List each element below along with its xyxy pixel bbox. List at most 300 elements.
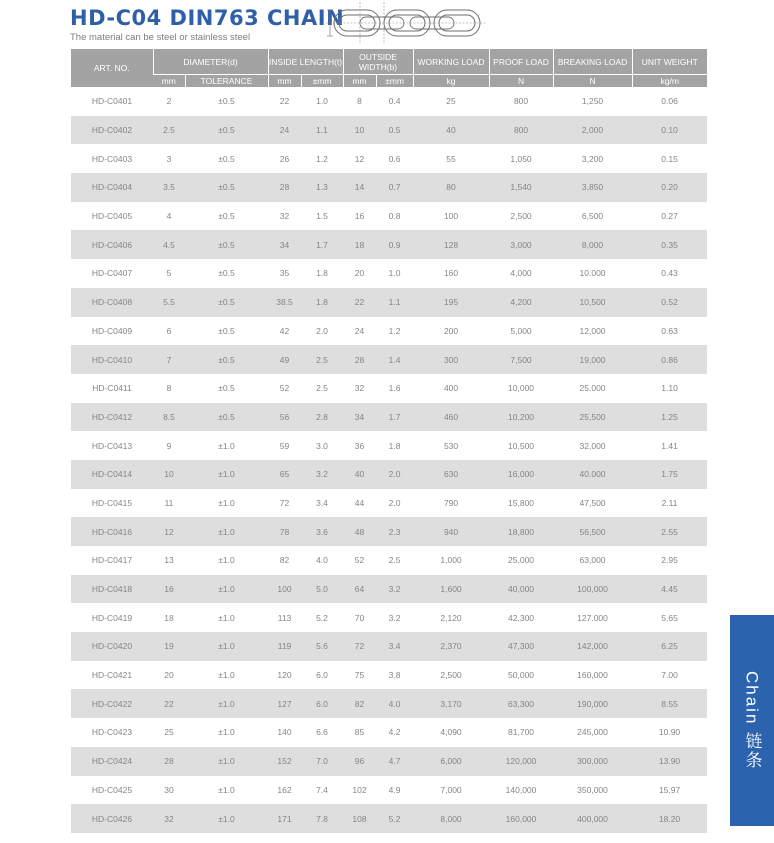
- cell-working-load: 128: [413, 230, 489, 259]
- cell-diameter-mm: 11: [164, 497, 174, 508]
- cell-working-load: 790: [443, 497, 459, 508]
- cell-diameter-mm: 20: [164, 670, 174, 681]
- cell-unit-weight: 18.20: [632, 804, 707, 833]
- cell-outside-width-mm: 34: [343, 403, 376, 432]
- table-row: [71, 804, 707, 833]
- cell-breaking-load: 10,500: [553, 288, 632, 317]
- cell-inside-length-tolerance: 6.0: [316, 670, 328, 681]
- cell-outside-width-mm: 8: [357, 96, 362, 107]
- cell-proof-load: 10,500: [508, 440, 535, 451]
- cell-unit-weight: 15.97: [658, 784, 681, 795]
- cell-diameter-tolerance: ±1.0: [185, 747, 268, 776]
- cell-breaking-load: 127.000: [577, 612, 608, 623]
- cell-inside-length-tolerance: 3.4: [316, 497, 328, 508]
- header-outside-width: OUTSIDE WIDTH(b): [343, 49, 413, 75]
- cell-proof-load: 3,000: [489, 230, 553, 259]
- cell-proof-load: 160,000: [489, 804, 553, 833]
- cell-outside-width-mm: 16: [354, 211, 365, 222]
- cell-inside-length-tolerance: 1.5: [316, 211, 328, 222]
- cell-working-load: 2,120: [440, 612, 462, 623]
- table-row: [71, 489, 707, 518]
- cell-diameter-mm: 28: [153, 747, 185, 776]
- cell-diameter-mm: 16: [153, 575, 185, 604]
- cell-diameter-mm: 3: [166, 153, 172, 164]
- cell-unit-weight: 6.25: [632, 632, 707, 661]
- cell-outside-width-tolerance: 1.8: [388, 440, 401, 451]
- cell-outside-width-mm: 64: [343, 575, 376, 604]
- table-row: [71, 460, 707, 489]
- cell-diameter-tolerance: ±1.0: [185, 575, 268, 604]
- cell-outside-width-tolerance: 0.4: [388, 96, 401, 107]
- table-row: [71, 202, 707, 231]
- cell-breaking-load: 8,000: [553, 230, 632, 259]
- subheader-diameter-tolerance: TOLERANCE: [185, 75, 268, 88]
- cell-art-no: HD-C0407: [91, 268, 133, 279]
- cell-diameter-tolerance: ±0.5: [218, 96, 235, 107]
- cell-proof-load: 15,800: [508, 497, 535, 508]
- cell-working-load: 940: [413, 517, 489, 546]
- cell-working-load: 55: [446, 153, 456, 164]
- cell-unit-weight: 2.55: [632, 517, 707, 546]
- cell-inside-length-tolerance: 1.2: [316, 153, 328, 164]
- cell-diameter-tolerance: ±1.0: [218, 497, 235, 508]
- cell-outside-width-mm: 22: [343, 288, 376, 317]
- cell-art-no: HD-C0415: [91, 497, 133, 508]
- cell-outside-width-tolerance: 2.0: [376, 460, 413, 489]
- table-row: [71, 230, 707, 259]
- cell-art-no: HD-C0411: [92, 383, 132, 394]
- cell-breaking-load: 300,000: [553, 747, 632, 776]
- cell-inside-length-mm: 35: [279, 268, 290, 279]
- table-row: [71, 144, 707, 173]
- cell-diameter-tolerance: ±0.5: [218, 268, 235, 279]
- cell-inside-length-mm: 120: [277, 670, 292, 681]
- spec-table-body: [71, 87, 707, 833]
- cell-outside-width-tolerance: 3.8: [388, 670, 401, 681]
- cell-working-load: 195: [413, 288, 489, 317]
- cell-unit-weight: 2.95: [661, 555, 678, 566]
- cell-proof-load: 2,500: [510, 211, 532, 222]
- cell-art-no: HD-C0405: [91, 211, 133, 222]
- cell-outside-width-mm: 20: [354, 268, 365, 279]
- table-row: [71, 661, 707, 690]
- table-row: [71, 173, 707, 202]
- cell-inside-length-tolerance: 7.0: [301, 747, 343, 776]
- cell-inside-length-mm: 127: [268, 689, 301, 718]
- cell-inside-length-tolerance: 2.5: [301, 345, 343, 374]
- cell-inside-length-tolerance: 5.6: [301, 632, 343, 661]
- cell-inside-length-mm: 65: [268, 460, 301, 489]
- cell-outside-width-tolerance: 4.2: [388, 727, 401, 738]
- cell-working-load: 530: [443, 440, 459, 451]
- cell-proof-load: 120,000: [489, 747, 553, 776]
- cell-unit-weight: 10.90: [658, 727, 681, 738]
- cell-unit-weight: 8.55: [632, 689, 707, 718]
- cell-breaking-load: 3,200: [581, 153, 604, 164]
- cell-unit-weight: 0.27: [661, 211, 678, 222]
- cell-breaking-load: 190,000: [553, 689, 632, 718]
- cell-proof-load: 40,000: [489, 575, 553, 604]
- cell-art-no: HD-C0421: [91, 670, 133, 681]
- spec-table: [71, 49, 707, 833]
- cell-diameter-tolerance: ±1.0: [185, 460, 268, 489]
- cell-outside-width-tolerance: 5.2: [376, 804, 413, 833]
- subheader-width-tolerance: ±mm: [376, 75, 413, 88]
- cell-inside-length-tolerance: 7.4: [316, 784, 328, 795]
- cell-breaking-load: 12,000: [579, 325, 606, 336]
- cell-unit-weight: 0.15: [661, 153, 678, 164]
- cell-working-load: 8,000: [413, 804, 489, 833]
- cell-diameter-mm: 25: [164, 727, 174, 738]
- cell-unit-weight: 0.63: [661, 325, 678, 336]
- subheader-diameter-mm: mm: [153, 75, 185, 88]
- cell-working-load: 630: [413, 460, 489, 489]
- table-row: [71, 87, 707, 116]
- cell-breaking-load: 63,000: [579, 555, 606, 566]
- cell-working-load: 460: [413, 403, 489, 432]
- table-row: [71, 431, 707, 460]
- table-row: [71, 259, 707, 288]
- cell-outside-width-tolerance: 1.1: [376, 288, 413, 317]
- cell-breaking-load: 100,000: [553, 575, 632, 604]
- cell-unit-weight: 1.10: [661, 383, 678, 394]
- cell-diameter-mm: 19: [153, 632, 185, 661]
- cell-outside-width-mm: 44: [354, 497, 365, 508]
- cell-working-load: 400: [443, 383, 459, 394]
- cell-proof-load: 25,000: [508, 555, 535, 566]
- cell-proof-load: 1,050: [510, 153, 532, 164]
- subheader-proof-load-unit: N: [489, 75, 553, 88]
- cell-inside-length-tolerance: 3.2: [301, 460, 343, 489]
- cell-inside-length-tolerance: 4.0: [316, 555, 328, 566]
- cell-working-load: 3,170: [413, 689, 489, 718]
- cell-diameter-tolerance: ±1.0: [185, 517, 268, 546]
- cell-art-no: HD-C0420: [71, 632, 153, 661]
- cell-outside-width-tolerance: 2.3: [376, 517, 413, 546]
- cell-working-load: 2,370: [413, 632, 489, 661]
- cell-outside-width-tolerance: 1.4: [376, 345, 413, 374]
- cell-art-no: HD-C0426: [71, 804, 153, 833]
- cell-proof-load: 63,300: [489, 689, 553, 718]
- cell-diameter-mm: 13: [164, 555, 174, 566]
- header-unit-weight: UNIT WEIGHT: [632, 49, 707, 75]
- cell-inside-length-mm: 42: [279, 325, 290, 336]
- cell-art-no: HD-C0412: [71, 403, 153, 432]
- cell-diameter-tolerance: ±1.0: [218, 440, 235, 451]
- cell-art-no: HD-C0406: [71, 230, 153, 259]
- subheader-length-tolerance: ±mm: [301, 75, 343, 88]
- table-row: [71, 776, 707, 805]
- subheader-length-mm: mm: [268, 75, 301, 88]
- header-art-no: ART. NO.: [71, 49, 153, 87]
- cell-inside-length-mm: 72: [279, 497, 290, 508]
- cell-diameter-mm: 30: [164, 784, 174, 795]
- cell-outside-width-tolerance: 3.4: [376, 632, 413, 661]
- cell-working-load: 80: [413, 173, 489, 202]
- cell-proof-load: 10,000: [508, 383, 535, 394]
- cell-diameter-tolerance: ±1.0: [218, 612, 235, 623]
- cell-outside-width-mm: 72: [343, 632, 376, 661]
- cell-outside-width-tolerance: 2.5: [388, 555, 401, 566]
- cell-proof-load: 800: [513, 96, 529, 107]
- cell-working-load: 100: [443, 211, 459, 222]
- cell-inside-length-tolerance: 5.2: [316, 612, 328, 623]
- cell-unit-weight: 7.00: [661, 670, 678, 681]
- cell-diameter-mm: 4: [166, 211, 172, 222]
- cell-outside-width-tolerance: 0.9: [376, 230, 413, 259]
- cell-diameter-mm: 8.5: [153, 403, 185, 432]
- cell-diameter-tolerance: ±0.5: [218, 211, 235, 222]
- cell-unit-weight: 1.25: [632, 403, 707, 432]
- subheader-working-load-unit: kg: [413, 75, 489, 88]
- cell-working-load: 300: [413, 345, 489, 374]
- cell-inside-length-tolerance: 1.7: [301, 230, 343, 259]
- table-row: [71, 345, 707, 374]
- cell-unit-weight: 2.11: [661, 497, 678, 508]
- cell-outside-width-mm: 40: [343, 460, 376, 489]
- table-row: [71, 288, 707, 317]
- cell-diameter-mm: 7: [153, 345, 185, 374]
- cell-outside-width-tolerance: 1.7: [376, 403, 413, 432]
- cell-art-no: HD-C0423: [91, 727, 133, 738]
- cell-working-load: 4,090: [440, 727, 462, 738]
- cell-art-no: HD-C0414: [71, 460, 153, 489]
- cell-breaking-load: 245,000: [577, 727, 608, 738]
- cell-outside-width-tolerance: 4.7: [376, 747, 413, 776]
- table-row: [71, 403, 707, 432]
- table-row: [71, 689, 707, 718]
- cell-inside-length-tolerance: 3.0: [316, 440, 328, 451]
- subheader-breaking-load-unit: N: [553, 75, 632, 88]
- header-working-load: WORKING LOAD: [413, 49, 489, 75]
- cell-unit-weight: 0.10: [632, 116, 707, 145]
- cell-inside-length-mm: 56: [268, 403, 301, 432]
- table-row: [71, 517, 707, 546]
- cell-inside-length-tolerance: 7.8: [301, 804, 343, 833]
- cell-unit-weight: 0.43: [661, 268, 678, 279]
- cell-proof-load: 50,000: [508, 670, 535, 681]
- cell-breaking-load: 142,000: [553, 632, 632, 661]
- cell-unit-weight: 0.35: [632, 230, 707, 259]
- cell-inside-length-mm: 34: [268, 230, 301, 259]
- cell-inside-length-tolerance: 1.0: [316, 96, 328, 107]
- header-breaking-load: BREAKING LOAD: [553, 49, 632, 75]
- cell-inside-length-mm: 162: [277, 784, 292, 795]
- cell-outside-width-mm: 75: [354, 670, 365, 681]
- cell-unit-weight: 4.45: [632, 575, 707, 604]
- cell-breaking-load: 25.000: [579, 383, 606, 394]
- cell-inside-length-mm: 28: [268, 173, 301, 202]
- cell-breaking-load: 25,500: [553, 403, 632, 432]
- cell-working-load: 200: [443, 325, 459, 336]
- chain-link-diagram-icon: [326, 1, 486, 45]
- cell-outside-width-tolerance: 0.7: [376, 173, 413, 202]
- cell-outside-width-mm: 96: [343, 747, 376, 776]
- cell-art-no: HD-C0404: [71, 173, 153, 202]
- cell-inside-length-mm: 52: [279, 383, 290, 394]
- cell-diameter-mm: 12: [153, 517, 185, 546]
- cell-outside-width-tolerance: 0.6: [388, 153, 401, 164]
- cell-breaking-load: 160,000: [577, 670, 608, 681]
- cell-inside-length-mm: 152: [268, 747, 301, 776]
- cell-diameter-mm: 22: [153, 689, 185, 718]
- cell-unit-weight: 5.65: [661, 612, 678, 623]
- cell-art-no: HD-C0422: [71, 689, 153, 718]
- cell-inside-length-mm: 22: [279, 96, 290, 107]
- header-inside-length: INSIDE LENGTH(t): [268, 49, 343, 75]
- cell-outside-width-mm: 12: [354, 153, 365, 164]
- cell-proof-load: 5,000: [510, 325, 532, 336]
- cell-unit-weight: 1.75: [632, 460, 707, 489]
- cell-inside-length-mm: 78: [268, 517, 301, 546]
- cell-unit-weight: 13.90: [632, 747, 707, 776]
- cell-inside-length-tolerance: 2.5: [316, 383, 328, 394]
- cell-working-load: 40: [413, 116, 489, 145]
- cell-diameter-tolerance: ±0.5: [185, 230, 268, 259]
- cell-working-load: 25: [446, 96, 456, 107]
- cell-working-load: 7,000: [440, 784, 462, 795]
- table-row: [71, 747, 707, 776]
- cell-diameter-mm: 2: [166, 96, 172, 107]
- cell-inside-length-tolerance: 1.1: [301, 116, 343, 145]
- cell-art-no: HD-C0408: [71, 288, 153, 317]
- cell-inside-length-mm: 32: [279, 211, 290, 222]
- cell-outside-width-tolerance: 3.2: [376, 575, 413, 604]
- cell-inside-length-tolerance: 2.8: [301, 403, 343, 432]
- cell-outside-width-mm: 36: [354, 440, 365, 451]
- cell-diameter-tolerance: ±1.0: [185, 804, 268, 833]
- cell-art-no: HD-C0425: [91, 784, 133, 795]
- cell-inside-length-tolerance: 1.8: [301, 288, 343, 317]
- header-diameter: DIAMETER(d): [153, 49, 268, 75]
- cell-unit-weight: 1.41: [661, 440, 678, 451]
- cell-diameter-mm: 18: [164, 612, 174, 623]
- cell-diameter-mm: 6: [166, 325, 172, 336]
- cell-art-no: HD-C0416: [71, 517, 153, 546]
- cell-art-no: HD-C0402: [71, 116, 153, 145]
- cell-diameter-mm: 10: [153, 460, 185, 489]
- cell-breaking-load: 350,000: [577, 784, 608, 795]
- cell-breaking-load: 32,000: [579, 440, 606, 451]
- cell-inside-length-tolerance: 1.8: [316, 268, 328, 279]
- cell-diameter-mm: 5: [166, 268, 172, 279]
- cell-inside-length-tolerance: 6.0: [301, 689, 343, 718]
- chain-category-tab[interactable]: [730, 615, 774, 826]
- cell-outside-width-mm: 102: [352, 784, 367, 795]
- cell-outside-width-tolerance: 0.8: [388, 211, 401, 222]
- cell-breaking-load: 3,850: [553, 173, 632, 202]
- cell-proof-load: 7,500: [489, 345, 553, 374]
- cell-outside-width-mm: 28: [343, 345, 376, 374]
- cell-outside-width-mm: 14: [343, 173, 376, 202]
- cell-art-no: HD-C0403: [91, 153, 133, 164]
- cell-breaking-load: 1,250: [581, 96, 604, 107]
- page-title: HD-C04 DIN763 CHAIN: [70, 6, 345, 30]
- cell-diameter-tolerance: ±0.5: [185, 173, 268, 202]
- cell-breaking-load: 400,000: [553, 804, 632, 833]
- table-row: [71, 546, 707, 575]
- cell-proof-load: 81,700: [508, 727, 535, 738]
- cell-art-no: HD-C0409: [91, 325, 133, 336]
- cell-proof-load: 42,300: [508, 612, 535, 623]
- cell-working-load: 2,500: [440, 670, 462, 681]
- cell-diameter-tolerance: ±1.0: [185, 632, 268, 661]
- cell-breaking-load: 40.000: [553, 460, 632, 489]
- table-row: [71, 575, 707, 604]
- table-row: [71, 603, 707, 632]
- cell-art-no: HD-C0413: [91, 440, 133, 451]
- cell-diameter-mm: 2.5: [153, 116, 185, 145]
- table-row: [71, 374, 707, 403]
- table-row: [71, 116, 707, 145]
- cell-art-no: HD-C0418: [71, 575, 153, 604]
- cell-art-no: HD-C0424: [71, 747, 153, 776]
- cell-inside-length-mm: 113: [277, 612, 292, 623]
- cell-art-no: HD-C0417: [91, 555, 133, 566]
- cell-inside-length-mm: 171: [268, 804, 301, 833]
- cell-diameter-tolerance: ±1.0: [218, 727, 235, 738]
- cell-proof-load: 16,000: [489, 460, 553, 489]
- table-row: [71, 317, 707, 346]
- cell-outside-width-tolerance: 0.5: [376, 116, 413, 145]
- header-proof-load: PROOF LOAD: [489, 49, 553, 75]
- cell-working-load: 1,000: [440, 555, 462, 566]
- cell-diameter-mm: 5.5: [153, 288, 185, 317]
- cell-proof-load: 47,300: [489, 632, 553, 661]
- cell-outside-width-mm: 82: [343, 689, 376, 718]
- cell-inside-length-mm: 38.5: [268, 288, 301, 317]
- cell-unit-weight: 0.86: [632, 345, 707, 374]
- cell-breaking-load: 2,000: [553, 116, 632, 145]
- cell-proof-load: 800: [489, 116, 553, 145]
- subheader-unit-weight-unit: kg/m: [632, 75, 707, 88]
- cell-inside-length-mm: 49: [268, 345, 301, 374]
- cell-inside-length-mm: 24: [268, 116, 301, 145]
- cell-breaking-load: 6,500: [581, 211, 604, 222]
- cell-diameter-tolerance: ±1.0: [218, 670, 235, 681]
- cell-inside-length-tolerance: 3.6: [301, 517, 343, 546]
- cell-diameter-tolerance: ±1.0: [218, 555, 235, 566]
- cell-outside-width-mm: 108: [343, 804, 376, 833]
- cell-diameter-mm: 4.5: [153, 230, 185, 259]
- cell-diameter-tolerance: ±0.5: [218, 325, 235, 336]
- cell-breaking-load: 47,500: [579, 497, 606, 508]
- cell-inside-length-mm: 119: [268, 632, 301, 661]
- cell-proof-load: 1,540: [489, 173, 553, 202]
- cell-proof-load: 18,800: [489, 517, 553, 546]
- chain-category-tab-label: Chain 链条: [742, 670, 762, 771]
- cell-working-load: 6,000: [413, 747, 489, 776]
- table-row: [71, 632, 707, 661]
- cell-outside-width-tolerance: 1.2: [388, 325, 401, 336]
- cell-diameter-tolerance: ±1.0: [185, 689, 268, 718]
- cell-diameter-tolerance: ±1.0: [218, 784, 235, 795]
- cell-diameter-mm: 32: [153, 804, 185, 833]
- cell-proof-load: 4,000: [510, 268, 532, 279]
- material-note: The material can be steel or stainless steel: [70, 32, 251, 43]
- cell-outside-width-mm: 85: [354, 727, 365, 738]
- cell-proof-load: 10,200: [489, 403, 553, 432]
- cell-diameter-tolerance: ±0.5: [185, 288, 268, 317]
- cell-diameter-mm: 9: [166, 440, 172, 451]
- cell-outside-width-mm: 24: [354, 325, 365, 336]
- cell-outside-width-tolerance: 4.0: [376, 689, 413, 718]
- cell-breaking-load: 56,500: [553, 517, 632, 546]
- cell-outside-width-mm: 52: [354, 555, 365, 566]
- cell-art-no: HD-C0419: [91, 612, 133, 623]
- cell-inside-length-tolerance: 6.6: [316, 727, 328, 738]
- cell-inside-length-mm: 100: [268, 575, 301, 604]
